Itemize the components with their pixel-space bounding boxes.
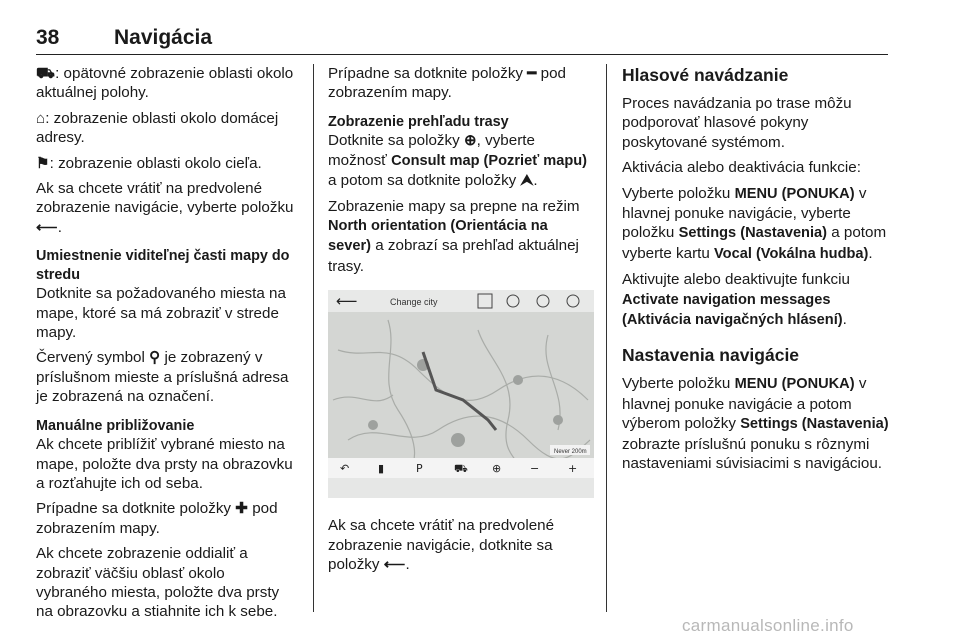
paragraph: Dotknite sa položky ⊕, vyberte možnosť Consult map (Pozrieť mapu) a potom sa dotknite položky ⮝. <box>328 132 588 190</box>
subheading: Zobrazenie prehľadu trasy <box>328 113 509 130</box>
paragraph: Ak chcete zobrazenie oddialiť a zobraziť väčšiu oblasť okolo vybraného miesta, položte dva prsty na obrazovku a stiahnite ich k sebe. <box>36 545 280 621</box>
column-2 <box>328 64 594 580</box>
paragraph: ⚑: zobrazenie oblasti okolo cieľa. <box>36 154 262 172</box>
paragraph: ⛟: opätovné zobrazenie oblasti okolo aktuálnej polohy. <box>36 65 294 102</box>
map-toolbar-icon[interactable]: ⊕ <box>492 462 502 476</box>
page-header <box>36 24 888 55</box>
paragraph: ⌂: zobrazenie oblasti okolo domácej adresy. <box>36 109 279 147</box>
map-toolbar-icon[interactable]: + <box>568 462 578 476</box>
map-toolbar-icon[interactable]: ⛟ <box>454 462 468 476</box>
page-number: 38 <box>36 26 60 49</box>
back-arrow-icon: ⟵ <box>383 555 406 573</box>
destination-flag-icon: ⚑ <box>36 154 50 172</box>
back-arrow-icon: ⟵ <box>36 218 58 236</box>
paragraph: Červený symbol ⚲ je zobrazený v príslušnom mieste a príslušná adresa je zobrazená na označení. <box>36 349 289 406</box>
paragraph: Dotknite sa požadovaného miesta na mape, ktoré sa má zobraziť v strede mapy. <box>36 285 286 342</box>
section-heading: Nastavenia navigácie <box>622 345 800 366</box>
section-heading: Hlasové navádzanie <box>622 65 789 85</box>
map-options-icon: ⊕ <box>463 132 477 150</box>
chapter-title: Navigácia <box>114 26 213 49</box>
subheading: Manuálne približovanie <box>36 417 195 434</box>
map-back-icon[interactable]: ⟵ <box>336 292 358 311</box>
paragraph: Proces navádzania po trase môžu podporovať hlasové pokyny poskytované systémom. <box>622 95 852 151</box>
north-orientation-icon: ⮝ <box>520 172 534 190</box>
paragraph: Zobrazenie mapy sa prepne na režim North orientation (Orientácia na sever) a zobrazí sa prehľad aktuálnej trasy. <box>328 197 580 275</box>
column-divider <box>606 64 607 612</box>
watermark: carmanualsonline.info <box>682 616 854 635</box>
map-toolbar-icon[interactable]: ↶ <box>340 462 350 476</box>
map-toolbar-icon[interactable]: − <box>530 462 540 476</box>
map-toolbar-icon[interactable]: P <box>416 462 423 476</box>
vehicle-icon: ⛟ <box>36 65 56 82</box>
plus-icon: ✚ <box>235 500 248 518</box>
paragraph: Prípadne sa dotknite položky ━ pod zobrazením mapy. <box>328 65 566 102</box>
paragraph: Vyberte položku MENU (PONUKA) v hlavnej ponuke navigácie, vyberte položku Settings (Nastavenia) a potom vyberte kartu Vocal (Vokálna hudba). <box>622 184 887 262</box>
map-title: Change city <box>390 297 438 308</box>
map-toolbar-icon[interactable]: ▮ <box>378 462 385 476</box>
subheading: Umiestnenie viditeľnej časti mapy do stredu <box>36 248 290 283</box>
column-divider <box>313 64 314 612</box>
minus-icon: ━ <box>527 65 537 82</box>
map-illustration <box>328 290 594 498</box>
column-1 <box>36 64 298 628</box>
paragraph: Ak chcete priblížiť vybrané miesto na mape, položte dva prsty na obrazovku a rozťahujte ich od seba. <box>36 436 293 492</box>
paragraph: Aktivujte alebo deaktivujte funkciu Activate navigation messages (Aktivácia navigačných hlásení). <box>622 271 850 329</box>
map-scale-label: Never 200m <box>554 449 587 456</box>
paragraph: Aktivácia alebo deaktivácia funkcie: <box>622 159 861 177</box>
location-pin-icon: ⚲ <box>149 349 161 367</box>
paragraph: Vyberte položku MENU (PONUKA) v hlavnej ponuke navigácie a potom výberom položky Settings (Nastavenia) zobrazte príslušnú ponuku s rôznymi nastaveniami súvisiacimi s navigáciou. <box>622 375 889 473</box>
paragraph: Ak sa chcete vrátiť na predvolené zobrazenie navigácie, vyberte položku ⟵. <box>36 180 294 236</box>
paragraph: Ak sa chcete vrátiť na predvolené zobrazenie navigácie, dotknite sa položky ⟵. <box>328 517 555 573</box>
home-icon: ⌂ <box>36 109 46 127</box>
column-3 <box>622 64 894 480</box>
paragraph: Prípadne sa dotknite položky ✚ pod zobrazením mapy. <box>36 500 278 537</box>
map-screenshot <box>328 290 594 498</box>
